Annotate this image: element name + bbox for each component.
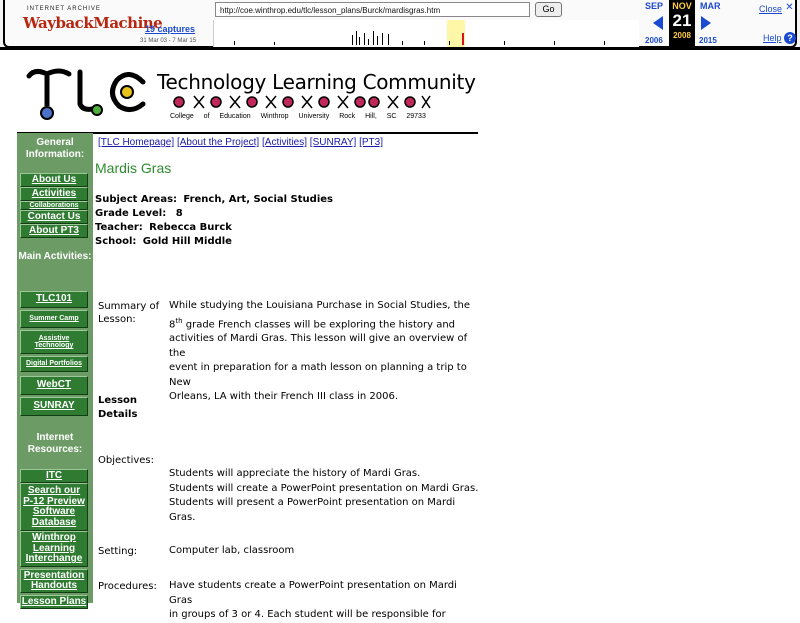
close-link[interactable]: Close — [759, 4, 783, 14]
capture-timeline[interactable] — [213, 20, 639, 47]
teacher-label: Teacher: — [95, 222, 143, 233]
sidebar-item-about-us[interactable]: About Us — [20, 173, 88, 187]
grade-level-row — [95, 208, 183, 219]
school-row — [95, 236, 232, 247]
nav-sunray[interactable]: [SUNRAY] — [309, 137, 357, 148]
decorative-border — [172, 94, 432, 110]
summary-grade-suffix: th — [175, 316, 183, 325]
go-button[interactable]: Go — [535, 2, 562, 17]
sidebar-heading-main: Main Activities: — [18, 251, 92, 262]
site-title: Technology Learning Community — [157, 70, 476, 94]
objectives-list — [169, 467, 479, 525]
decorative-pattern-icon — [172, 94, 432, 110]
school-label: School: — [95, 236, 137, 247]
objective-item: Students will create a PowerPoint presentation on Mardi Gras. — [169, 482, 479, 494]
prev-capture-arrow-icon[interactable] — [653, 16, 663, 30]
procedures-text — [169, 579, 479, 623]
teacher-row — [95, 222, 232, 233]
summary-line: Orleans, LA with their French III class in 2006. — [169, 391, 399, 403]
next-year: 2015 — [699, 36, 717, 45]
setting-value: Computer lab, classroom — [169, 545, 295, 556]
timeline-current-marker — [462, 33, 464, 45]
wayback-logo[interactable]: WaybackMachine — [23, 14, 163, 32]
sidebar-item-learning-interchange[interactable]: Winthrop Learning Interchange — [20, 531, 88, 567]
prev-month[interactable]: SEP — [645, 1, 664, 11]
page-title: Mardis Gras — [95, 160, 172, 176]
sidebar-item-software-database[interactable]: Search our P-12 Preview Software Database — [20, 483, 88, 531]
objective-item: Students will present a PowerPoint presentation on Mardi Gras. — [169, 497, 456, 523]
subject-label: Subject Areas: — [95, 194, 178, 205]
summary-grade: 8 — [169, 318, 176, 330]
sidebar-item-itc[interactable]: ITC — [20, 469, 88, 483]
procedures-label: Procedures: — [98, 581, 157, 592]
help-link[interactable]: Help — [763, 33, 782, 43]
summary-line-part: grade French classes will be exploring the history and — [182, 318, 456, 330]
summary-line: activities of Mardi Gras. This lesson will give an overview of the — [169, 333, 468, 359]
objectives-label: Objectives: — [98, 455, 154, 466]
subtitle-address: Rock Hill, SC 29733 — [339, 113, 426, 120]
summary-line: event in preparation for a math lesson on planning a trip to New — [169, 362, 467, 388]
next-capture-arrow-icon[interactable] — [701, 16, 711, 30]
current-day: 21 — [672, 11, 692, 30]
procedures-line: in groups of 3 or 4. Each student will be responsible for — [169, 609, 446, 620]
next-month[interactable]: MAR — [700, 1, 721, 11]
nav-activities[interactable]: [Activities] — [262, 137, 308, 148]
help-icon[interactable]: ? — [784, 32, 796, 44]
procedures-line: Have students create a PowerPoint presentation on Mardi Gras — [169, 580, 457, 606]
setting-label: Setting: — [98, 546, 138, 557]
wayback-toolbar — [0, 0, 800, 50]
sidebar-heading-internet: Internet Resources: — [27, 432, 83, 455]
summary-line — [169, 314, 479, 333]
sidebar — [17, 133, 93, 607]
subtitle-university: Winthrop University — [260, 113, 330, 120]
summary-text — [169, 299, 479, 405]
sidebar-item-collaborations[interactable]: Collaborations — [20, 201, 88, 210]
sidebar-item-sunray[interactable]: SUNRAY — [20, 397, 88, 416]
subject-areas-row — [95, 194, 333, 205]
subtitle-college: College of Education — [170, 113, 251, 120]
current-year: 2008 — [673, 31, 691, 40]
top-navigation — [98, 137, 383, 148]
sidebar-item-presentation-handouts[interactable]: Presentation Handouts — [20, 569, 88, 593]
sidebar-item-digital-portfolios[interactable]: Digital Portfolios — [20, 356, 88, 372]
captures-link[interactable]: 19 captures — [145, 24, 196, 34]
sidebar-item-about-pt3[interactable]: About PT3 — [20, 224, 88, 238]
prev-year: 2006 — [645, 36, 663, 45]
objective-item: Students will appreciate the history of Mardi Gras. — [169, 468, 421, 479]
tlc-logo — [25, 64, 155, 124]
sidebar-item-activities[interactable]: Activities — [20, 187, 88, 201]
lesson-details-label: Lesson Details — [98, 395, 138, 420]
sidebar-item-summer-camp[interactable]: Summer Camp — [20, 310, 88, 328]
sidebar-item-lesson-plans[interactable]: Lesson Plans — [20, 595, 88, 609]
nav-pt3[interactable]: [PT3] — [359, 137, 383, 148]
sidebar-item-tlc101[interactable]: TLC101 — [20, 291, 88, 308]
url-input[interactable]: http://coe.winthrop.edu/tlc/lesson_plans/Burck/mardisgras.htm — [215, 2, 530, 17]
school-value: Gold Hill Middle — [142, 236, 232, 247]
summary-line: While studying the Louisiana Purchase in Social Studies, the — [169, 300, 471, 311]
sidebar-heading-general: General Information: — [25, 137, 85, 160]
grade-value: 8 — [175, 208, 183, 219]
site-subtitle — [170, 113, 426, 120]
sidebar-item-assistive-technology[interactable]: Assistive Technology — [20, 330, 88, 354]
close-icon[interactable]: ✕ — [785, 2, 794, 13]
wayback-logo-top: INTERNET ARCHIVE — [27, 6, 101, 12]
nav-about-project[interactable]: [About the Project] — [176, 137, 260, 148]
grade-label: Grade Level: — [95, 208, 167, 219]
subject-value: French, Art, Social Studies — [183, 194, 333, 205]
summary-label: Summary of Lesson: — [98, 301, 160, 325]
current-month: NOV — [672, 1, 692, 11]
sidebar-item-contact-us[interactable]: Contact Us — [20, 210, 88, 224]
sidebar-item-webct[interactable]: WebCT — [20, 376, 88, 395]
wayback-frame — [3, 0, 797, 48]
nav-tlc-homepage[interactable]: [TLC Homepage] — [98, 137, 175, 148]
current-capture-date — [669, 0, 695, 47]
capture-date-range: 31 Mar 03 - 7 Mar 15 — [140, 38, 197, 44]
teacher-value: Rebecca Burck — [149, 222, 232, 233]
